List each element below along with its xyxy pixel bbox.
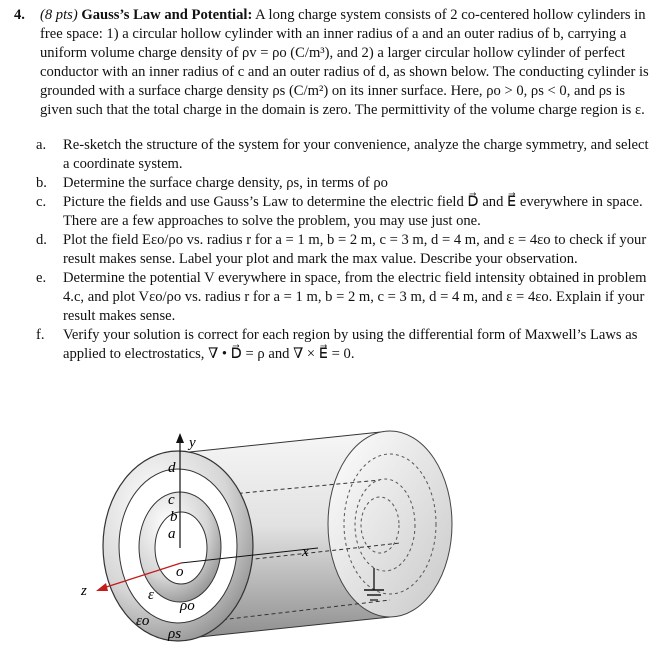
label-b: b [170,509,178,525]
part-text: Determine the potential V everywhere in space, from the electric field intensity obtained in problem 4.c, and plot Vεo/ρo vs. radius r for a = 1 m, b = 2 m, c = 3 m, d = 4 m, and ε = 4εo. Explain if your result makes sense. [63,270,647,324]
part-letter: d. [36,232,47,248]
label-origin: o [176,564,184,580]
part-letter: c. [36,194,47,210]
part-letter: a. [36,137,47,153]
part-e [14,269,650,326]
part-letter: e. [36,270,47,286]
label-c: c [168,492,175,508]
z-axis-label: z [81,583,87,599]
label-d: d [168,460,176,476]
part-text: Plot the field Eεo/ρo vs. radius r for a = 1 m, b = 2 m, c = 3 m, d = 4 m, and ε = 4εo to check if your result makes sense. Label your plot and mark the max value. Describe your observation. [63,232,647,267]
problem-title: Gauss’s Law and Potential: [81,7,253,23]
z-axis-arrow [96,583,108,591]
part-text: Re-sketch the structure of the system for your convenience, analyze the charge symmetry, and select a coordinate system. [63,137,649,172]
part-text: Picture the fields and use Gauss’s Law to determine the electric field D⃗ and E⃗ everywhere in space. There are a few approaches to solve the problem, you may use just one. [63,194,643,229]
part-text: Verify your solution is correct for each region by using the differential form of Maxwell’s Laws as applied to electrostatics, ∇ • D⃗ = ρ and ∇ × E⃗ = 0. [63,327,638,362]
problem-4 [14,6,650,364]
y-axis-arrow [176,433,184,443]
problem-points: (8 pts) [40,7,78,23]
x-axis-label: x [302,544,309,560]
part-a [14,136,650,174]
cylinder-figure [0,425,660,655]
part-c [14,193,650,231]
label-rho-o: ρo [180,598,195,614]
label-eps-o: εo [136,613,150,629]
problem-intro [14,6,650,120]
cylinder-back-cap [328,431,452,617]
label-rho-s: ρs [168,626,182,642]
part-text: Determine the surface charge density, ρs, in terms of ρo [63,175,388,191]
y-axis-label: y [189,435,196,451]
part-d [14,231,650,269]
parts-list [14,136,650,364]
part-b [14,174,650,193]
problem-number: 4. [14,7,25,23]
part-f [14,326,650,364]
label-a: a [168,526,176,542]
part-letter: b. [36,175,47,191]
cylinder-diagram [0,425,660,655]
label-eps: ε [148,587,154,603]
part-letter: f. [36,327,45,343]
problem-intro-text: A long charge system consists of 2 co-centered hollow cylinders in free space: 1) a circular hollow cylinder with an inner radius of a and an outer radius of b, carrying a uniform volume charge density of ρv = ρo (C/m³), and 2) a larger circular hollow cylinder of perfect conductor with an inner radius of c and an outer radius of d, as shown below. The conducting cylinder is grounded with a surface charge density ρs (C/m²) on its inner surface. Here, ρo > 0, ρs < 0, and ρs is given such that the total charge in the domain is zero. The permittivity of the volume charge region is ε. [40,7,649,118]
